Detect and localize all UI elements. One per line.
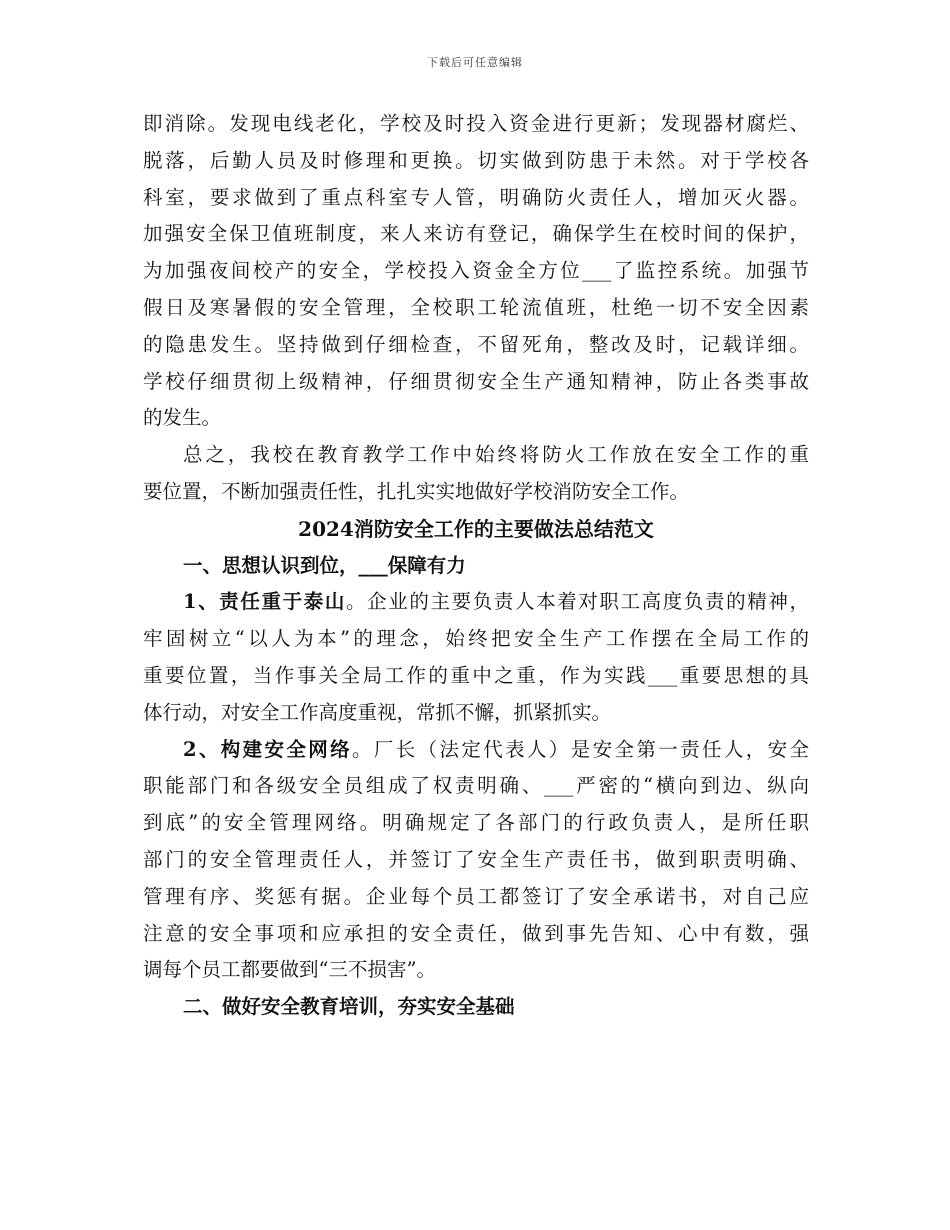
- page-header: 下载后可任意编辑: [427, 56, 523, 69]
- item-1: [143, 584, 809, 731]
- paragraph-1: [143, 106, 809, 437]
- section-heading-1: 一、思想认识到位，___保障有力: [183, 553, 466, 577]
- text-line: 到底”的安全管理网络。明确规定了各部门的行政负责人，是所任职: [143, 811, 809, 835]
- text-line: 即消除。发现电线老化，学校及时投入资金进行更新；发现器材腐烂、: [143, 112, 809, 135]
- paragraph-2: [143, 437, 809, 511]
- text-line: 牢固树立“以人为本”的理念，始终把安全生产工作摆在全局工作的: [143, 627, 809, 651]
- text-line: 重要位置，当作事关全局工作的重中之重，作为实践___重要思想的具: [143, 663, 809, 687]
- text-line: 体行动，对安全工作高度重视，常抓不懈，抓紧抓实。: [143, 700, 612, 724]
- document-body: [143, 106, 809, 1026]
- item-lead-rest: 。厂长（法定代表人）是安全第一责任人，安全: [352, 737, 809, 761]
- section-heading-2: 二、做好安全教育培训，夯实安全基础: [183, 995, 515, 1019]
- text-line: 总之，我校在教育教学工作中始终将防火工作放在安全工作的重: [183, 443, 809, 467]
- text-line: 为加强夜间校产的安全，学校投入资金全方位___了监控系统。加强节: [143, 259, 809, 283]
- text-line: 假日及寒暑假的安全管理，全校职工轮流值班，杜绝一切不安全因素: [143, 295, 809, 319]
- item-lead: 1、责任重于泰山: [183, 590, 347, 614]
- text-line: [143, 732, 809, 769]
- text-line: 要位置，不断加强责任性，扎扎实实地做好学校消防安全工作。: [143, 479, 690, 503]
- text-line: 科室，要求做到了重点科室专人管，明确防火责任人，增加灭火器。: [143, 185, 809, 209]
- text-line: 注意的安全事项和应承担的安全责任，做到事先告知、心中有数，强: [143, 921, 809, 945]
- text-line: 管理有序、奖惩有据。企业每个员工都签订了安全承诺书，对自己应: [143, 884, 809, 908]
- text-line: 加强安全保卫值班制度，来人来访有登记，确保学生在校时间的保护，: [143, 222, 809, 246]
- document-title: 2024消防安全工作的主要做法总结范文: [298, 516, 654, 541]
- text-line: 脱落，后勤人员及时修理和更换。切实做到防患于未然。对于学校各: [143, 148, 809, 172]
- text-line: 的发生。: [143, 406, 222, 430]
- item-lead-rest: 。企业的主要负责人本着对职工高度负责的精神，: [346, 590, 809, 614]
- item-2: [143, 732, 809, 990]
- text-line: 部门的安全管理责任人，并签订了安全生产责任书，做到职责明确、: [143, 847, 809, 871]
- text-line: 职能部门和各级安全员组成了权责明确、___严密的“横向到边、纵向: [143, 774, 809, 798]
- text-line: 的隐患发生。坚持做到仔细检查，不留死角，整改及时，记载详细。: [143, 332, 809, 356]
- item-lead: 2、构建安全网络: [183, 737, 353, 761]
- text-line: [143, 584, 809, 621]
- text-line: 学校仔细贯彻上级精神，仔细贯彻安全生产通知精神，防止各类事故: [143, 369, 809, 393]
- text-line: 调每个员工都要做到“三不损害”。: [143, 958, 436, 982]
